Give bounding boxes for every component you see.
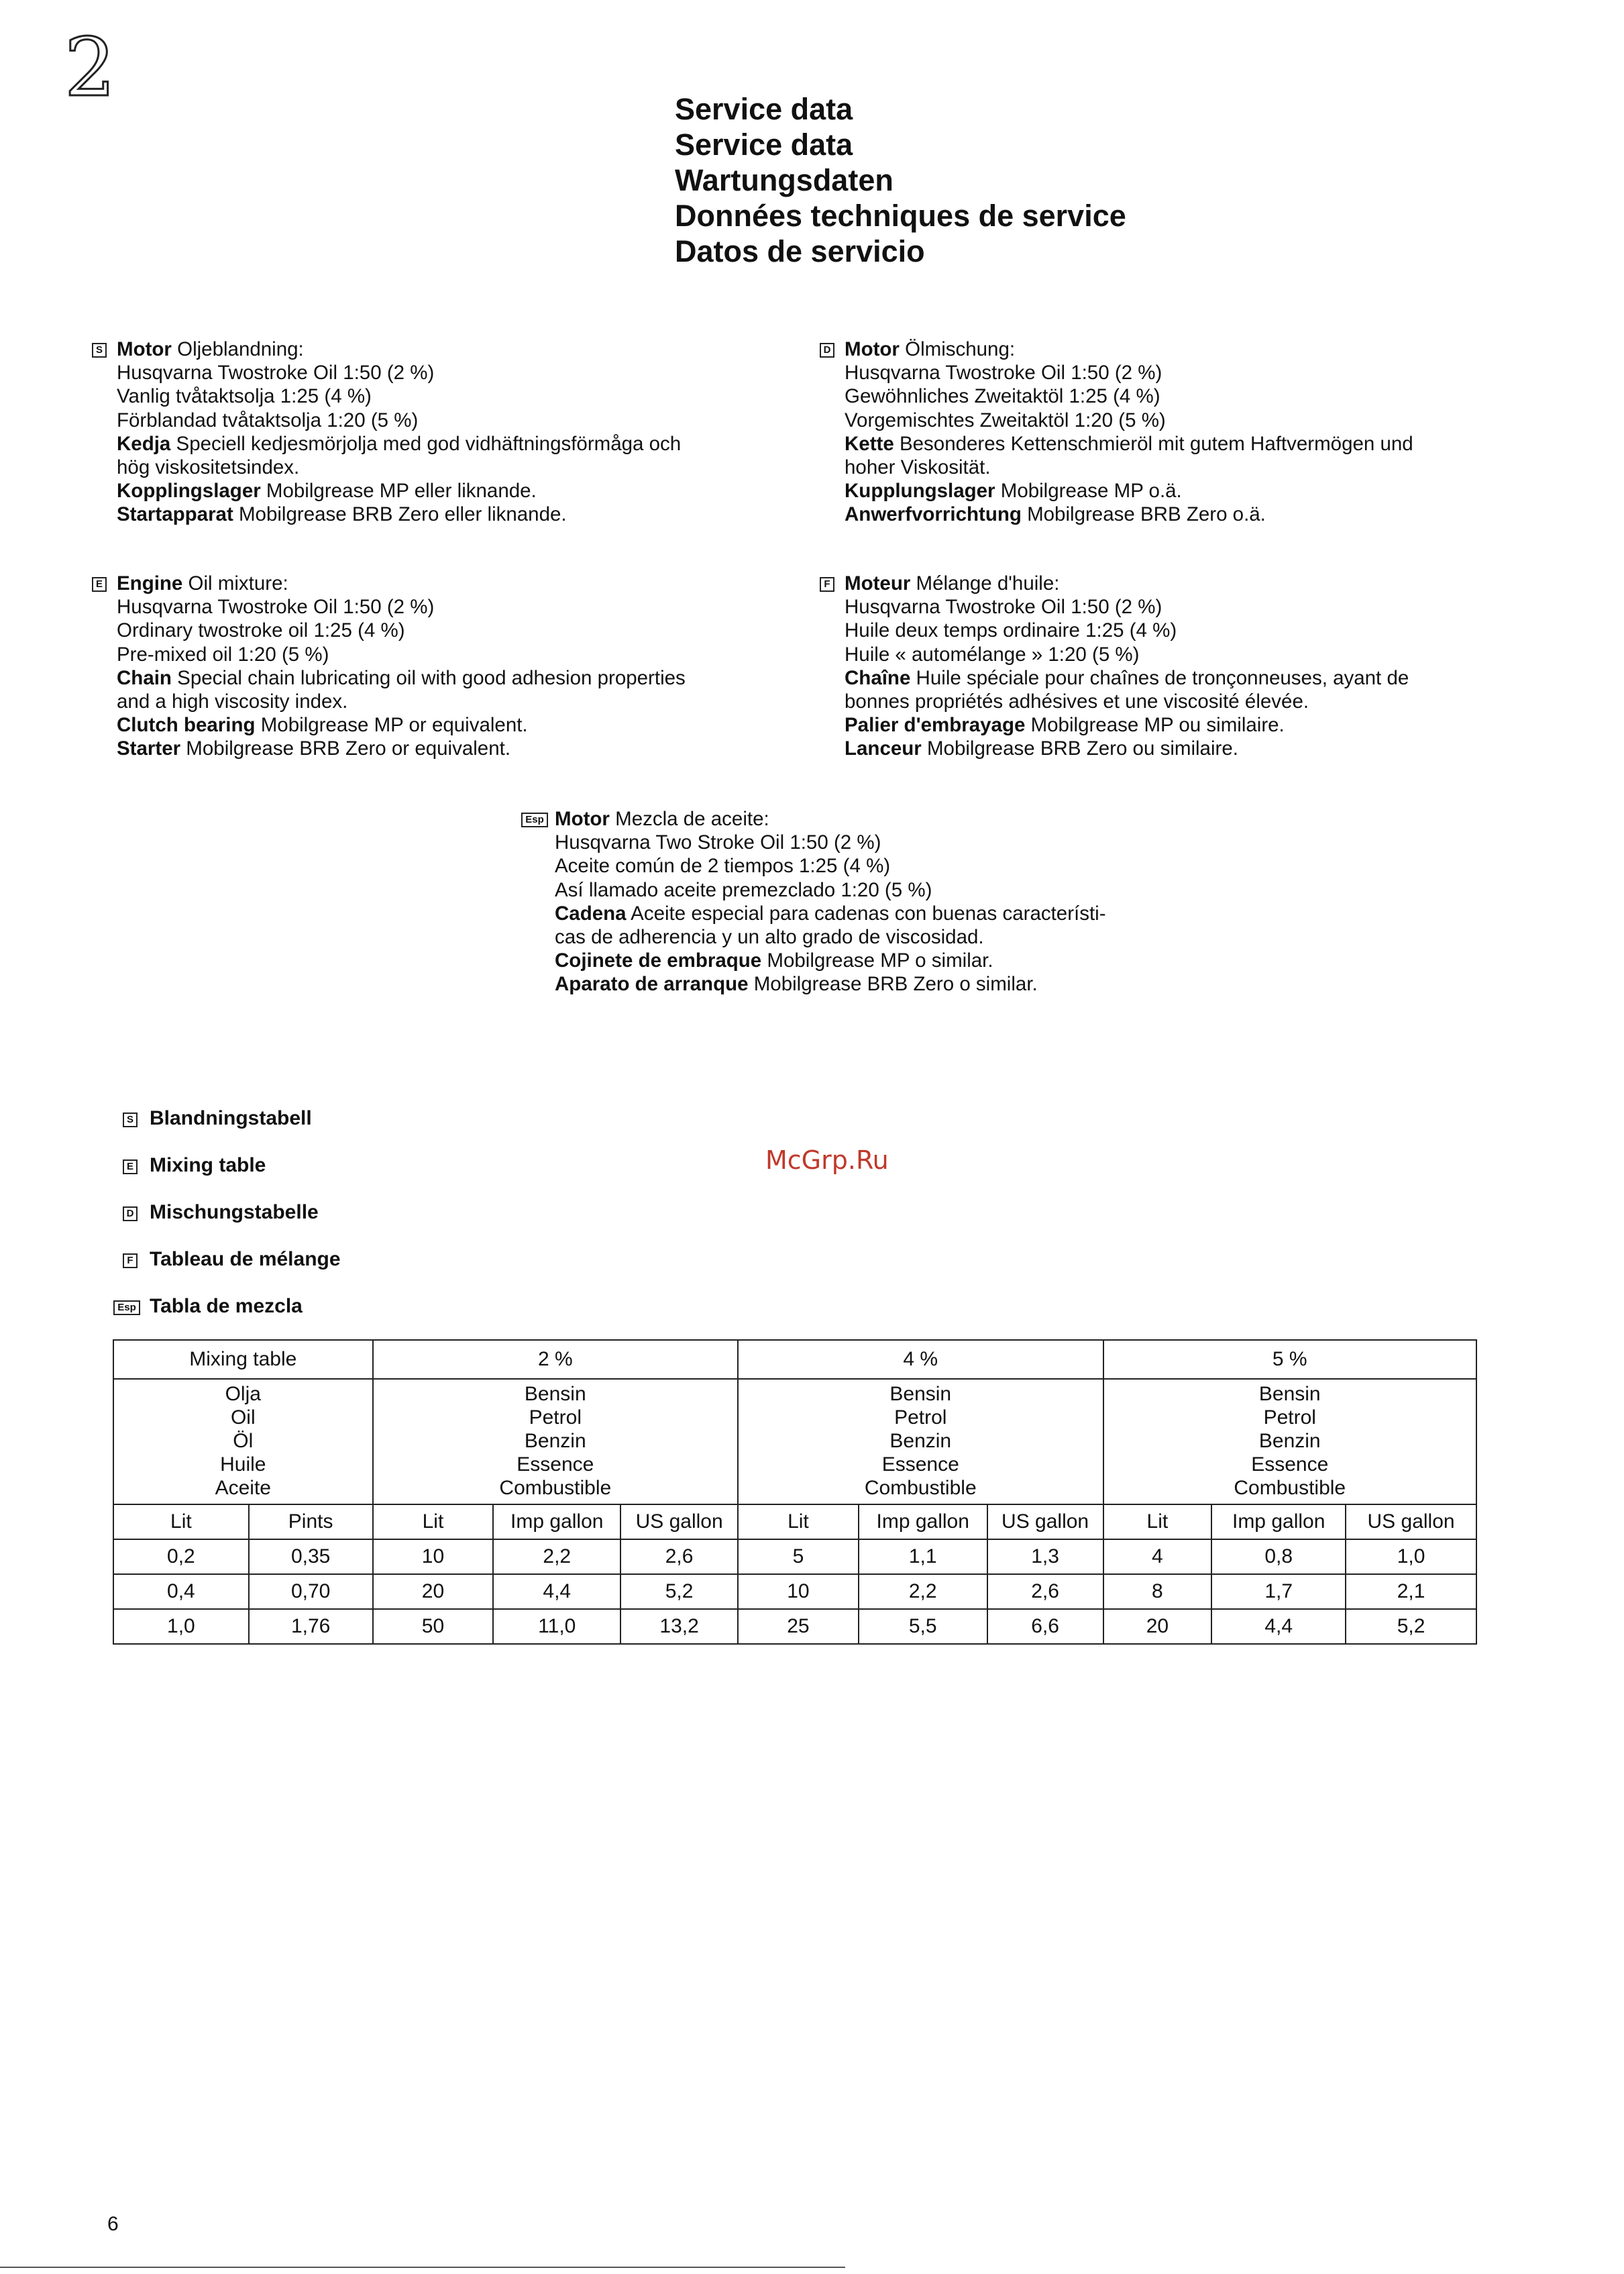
section-heading-rest: Mezcla de aceite: xyxy=(609,808,769,830)
table-cell: 5 xyxy=(738,1539,859,1574)
starter-label: Aparato de arranque xyxy=(555,973,749,996)
table-cell: 10 xyxy=(738,1574,859,1609)
table-cell: 6,6 xyxy=(987,1609,1103,1644)
fuel-name: Bensin xyxy=(1258,1383,1321,1405)
section-heading: Motor xyxy=(117,338,172,360)
chain-text-cont: and a high viscosity index. xyxy=(117,690,348,713)
fuel-name: Petrol xyxy=(1263,1406,1316,1429)
table-cell: 1,0 xyxy=(113,1609,249,1644)
clutch-label: Cojinete de embraque xyxy=(555,949,762,972)
group-header: 5 % xyxy=(1103,1340,1477,1379)
mix-line: Förblandad tvåtaktsolja 1:20 (5 %) xyxy=(117,409,419,431)
fuel-name: Bensin xyxy=(889,1383,952,1405)
section-swedish xyxy=(92,338,681,527)
fuel-names-cell xyxy=(1103,1379,1477,1504)
clutch-label: Kupplungslager xyxy=(845,480,995,503)
title-english: Service data xyxy=(675,127,853,162)
mix-line: Huile deux temps ordinaire 1:25 (4 %) xyxy=(845,619,1177,642)
clutch-text: Mobilgrease MP or equivalent. xyxy=(255,714,528,737)
title-swedish: Service data xyxy=(675,92,853,126)
unit-header: Pints xyxy=(249,1504,373,1539)
oil-name: Olja xyxy=(225,1383,261,1405)
mix-line: Husqvarna Twostroke Oil 1:50 (2 %) xyxy=(117,362,435,384)
table-cell: 10 xyxy=(373,1539,494,1574)
section-heading: Motor xyxy=(845,338,900,360)
fuel-name: Benzin xyxy=(889,1430,952,1452)
mixing-heading: Blandningstabell xyxy=(150,1107,312,1129)
mixing-table xyxy=(113,1339,1477,1645)
mix-line: Husqvarna Two Stroke Oil 1:50 (2 %) xyxy=(555,831,881,854)
table-cell: 2,6 xyxy=(987,1574,1103,1609)
clutch-label: Kopplingslager xyxy=(117,480,261,503)
section-heading-rest: Ölmischung: xyxy=(899,338,1016,360)
mix-line: Ordinary twostroke oil 1:25 (4 %) xyxy=(117,619,405,642)
clutch-text: Mobilgrease MP ou similaire. xyxy=(1025,714,1285,737)
table-row xyxy=(113,1574,1476,1609)
mixing-table-headings xyxy=(117,1107,341,1342)
fuel-name: Benzin xyxy=(1258,1430,1321,1452)
lang-s-icon: S xyxy=(123,1113,138,1127)
mix-line: Vorgemischtes Zweitaktöl 1:20 (5 %) xyxy=(845,409,1166,431)
clutch-text: Mobilgrease MP eller liknande. xyxy=(260,480,537,503)
fuel-names-cell xyxy=(373,1379,738,1504)
lang-s-icon: S xyxy=(92,343,107,358)
section-heading-rest: Oil mixture: xyxy=(182,572,288,595)
starter-label: Starter xyxy=(117,737,181,760)
title-spanish: Datos de servicio xyxy=(675,234,925,268)
starter-text: Mobilgrease BRB Zero o.ä. xyxy=(1021,503,1266,526)
table-cell: 20 xyxy=(373,1574,494,1609)
starter-label: Lanceur xyxy=(845,737,922,760)
mix-line: Así llamado aceite premezclado 1:20 (5 %) xyxy=(555,878,932,901)
fuel-names-cell xyxy=(738,1379,1103,1504)
lang-d-icon: D xyxy=(820,343,834,358)
table-cell: 4 xyxy=(1103,1539,1212,1574)
table-cell: 4,4 xyxy=(493,1574,620,1609)
lang-f-icon: F xyxy=(123,1253,138,1268)
chain-text-cont: cas de adherencia y un alto grado de viscosidad. xyxy=(555,926,984,949)
lang-d-icon: D xyxy=(123,1206,138,1221)
table-cell: 1,1 xyxy=(859,1539,987,1574)
starter-label: Startapparat xyxy=(117,503,233,526)
oil-name: Aceite xyxy=(215,1477,271,1499)
table-cell: 2,6 xyxy=(620,1539,738,1574)
table-cell: 2,2 xyxy=(493,1539,620,1574)
clutch-label: Palier d'embrayage xyxy=(845,714,1026,737)
chain-text: Huile spéciale pour chaînes de tronçonneuses, ayant de xyxy=(910,666,1409,689)
chain-label: Kette xyxy=(845,432,894,455)
unit-header: Lit xyxy=(113,1504,249,1539)
fuel-name: Essence xyxy=(517,1453,594,1476)
unit-header: US gallon xyxy=(620,1504,738,1539)
oil-names-cell xyxy=(113,1379,373,1504)
chain-text: Speciell kedjesmörjolja med god vidhäftningsförmåga och xyxy=(170,432,682,455)
table-cell: 20 xyxy=(1103,1609,1212,1644)
unit-header: Lit xyxy=(738,1504,859,1539)
fuel-name: Combustible xyxy=(864,1477,977,1499)
oil-name: Huile xyxy=(220,1453,266,1476)
table-cell: 1,0 xyxy=(1346,1539,1476,1574)
table-cell: 13,2 xyxy=(620,1609,738,1644)
mix-line: Husqvarna Twostroke Oil 1:50 (2 %) xyxy=(117,596,435,619)
title-french: Données techniques de service xyxy=(675,199,1126,233)
section-french xyxy=(820,572,1409,761)
unit-header: US gallon xyxy=(987,1504,1103,1539)
mix-line: Aceite común de 2 tiempos 1:25 (4 %) xyxy=(555,855,891,878)
starter-text: Mobilgrease BRB Zero or equivalent. xyxy=(180,737,511,760)
table-cell: 2,1 xyxy=(1346,1574,1476,1609)
chain-label: Kedja xyxy=(117,432,171,455)
table-cell: 4,4 xyxy=(1211,1609,1346,1644)
lang-e-icon: E xyxy=(92,577,107,592)
fuel-name: Essence xyxy=(1251,1453,1329,1476)
group-header: 2 % xyxy=(373,1340,738,1379)
table-cell: 8 xyxy=(1103,1574,1212,1609)
section-heading-rest: Mélange d'huile: xyxy=(910,572,1060,595)
lang-e-icon: E xyxy=(123,1159,138,1174)
lang-esp-icon: Esp xyxy=(521,813,548,827)
clutch-label: Clutch bearing xyxy=(117,714,256,737)
mixing-heading: Mixing table xyxy=(150,1154,266,1176)
chain-label: Chain xyxy=(117,666,172,689)
fuel-name: Bensin xyxy=(524,1383,586,1405)
section-heading-rest: Oljeblandning: xyxy=(171,338,304,360)
fuel-name: Petrol xyxy=(894,1406,947,1429)
page-title-block xyxy=(675,91,1126,269)
chain-text-cont: bonnes propriétés adhésives et une viscosité élevée. xyxy=(845,690,1309,713)
oil-name: Öl xyxy=(233,1430,254,1452)
chain-text: Special chain lubricating oil with good adhesion properties xyxy=(171,666,686,689)
page-number: 6 xyxy=(107,2213,119,2235)
mix-line: Pre-mixed oil 1:20 (5 %) xyxy=(117,643,329,666)
table-row xyxy=(113,1539,1476,1574)
chain-text-cont: hoher Viskosität. xyxy=(845,456,991,479)
clutch-text: Mobilgrease MP o.ä. xyxy=(995,480,1182,503)
mix-line: Husqvarna Twostroke Oil 1:50 (2 %) xyxy=(845,362,1162,384)
group-header: 4 % xyxy=(738,1340,1103,1379)
table-cell: 5,2 xyxy=(1346,1609,1476,1644)
unit-header: Imp gallon xyxy=(859,1504,987,1539)
section-heading: Motor xyxy=(555,808,610,830)
mixing-heading: Tableau de mélange xyxy=(150,1248,341,1270)
fuel-name: Essence xyxy=(881,1453,959,1476)
chain-label: Chaîne xyxy=(845,666,911,689)
table-cell: 5,5 xyxy=(859,1609,987,1644)
chain-label: Cadena xyxy=(555,902,627,925)
mix-line: Gewöhnliches Zweitaktöl 1:25 (4 %) xyxy=(845,385,1160,408)
clutch-text: Mobilgrease MP o similar. xyxy=(761,949,993,972)
table-cell: 0,4 xyxy=(113,1574,249,1609)
chain-text: Besonderes Kettenschmieröl mit gutem Haftvermögen und xyxy=(894,432,1413,455)
table-cell: 1,3 xyxy=(987,1539,1103,1574)
table-cell: 0,35 xyxy=(249,1539,373,1574)
lang-f-icon: F xyxy=(820,577,834,592)
table-cell: 50 xyxy=(373,1609,494,1644)
table-cell: 0,2 xyxy=(113,1539,249,1574)
table-cell: 11,0 xyxy=(493,1609,620,1644)
fuel-name: Combustible xyxy=(1234,1477,1346,1499)
section-spanish xyxy=(521,807,1106,996)
section-heading: Moteur xyxy=(845,572,911,595)
table-row xyxy=(113,1609,1476,1644)
table-cell: 1,76 xyxy=(249,1609,373,1644)
table-cell: 5,2 xyxy=(620,1574,738,1609)
table-title-cell: Mixing table xyxy=(113,1340,373,1379)
section-english xyxy=(92,572,686,761)
mix-line: Husqvarna Twostroke Oil 1:50 (2 %) xyxy=(845,596,1162,619)
unit-header: Imp gallon xyxy=(493,1504,620,1539)
chain-text: Aceite especial para cadenas con buenas característi- xyxy=(626,902,1106,925)
mix-line: Vanlig tvåtaktsolja 1:25 (4 %) xyxy=(117,385,372,408)
unit-header: Imp gallon xyxy=(1211,1504,1346,1539)
chain-text-cont: hög viskositetsindex. xyxy=(117,456,300,479)
starter-text: Mobilgrease BRB Zero eller liknande. xyxy=(233,503,567,526)
table-cell: 2,2 xyxy=(859,1574,987,1609)
table-cell: 1,7 xyxy=(1211,1574,1346,1609)
chapter-number: 2 xyxy=(64,21,116,115)
watermark: McGrp.Ru xyxy=(765,1145,889,1175)
starter-text: Mobilgrease BRB Zero ou similaire. xyxy=(921,737,1238,760)
lang-esp-icon: Esp xyxy=(113,1300,140,1315)
section-heading: Engine xyxy=(117,572,183,595)
mix-line: Huile « automélange » 1:20 (5 %) xyxy=(845,643,1140,666)
table-cell: 25 xyxy=(738,1609,859,1644)
unit-header: Lit xyxy=(1103,1504,1212,1539)
mixing-heading: Tabla de mezcla xyxy=(150,1295,303,1317)
fuel-name: Combustible xyxy=(499,1477,612,1499)
title-german: Wartungsdaten xyxy=(675,163,894,197)
table-cell: 0,70 xyxy=(249,1574,373,1609)
starter-label: Anwerfvorrichtung xyxy=(845,503,1022,526)
fuel-name: Benzin xyxy=(524,1430,586,1452)
fuel-name: Petrol xyxy=(529,1406,582,1429)
mixing-heading: Mischungstabelle xyxy=(150,1201,319,1223)
bottom-divider xyxy=(0,2267,845,2268)
oil-name: Oil xyxy=(230,1406,256,1429)
section-german xyxy=(820,338,1413,527)
unit-header: Lit xyxy=(373,1504,494,1539)
unit-header: US gallon xyxy=(1346,1504,1476,1539)
table-cell: 0,8 xyxy=(1211,1539,1346,1574)
starter-text: Mobilgrease BRB Zero o similar. xyxy=(748,973,1038,996)
